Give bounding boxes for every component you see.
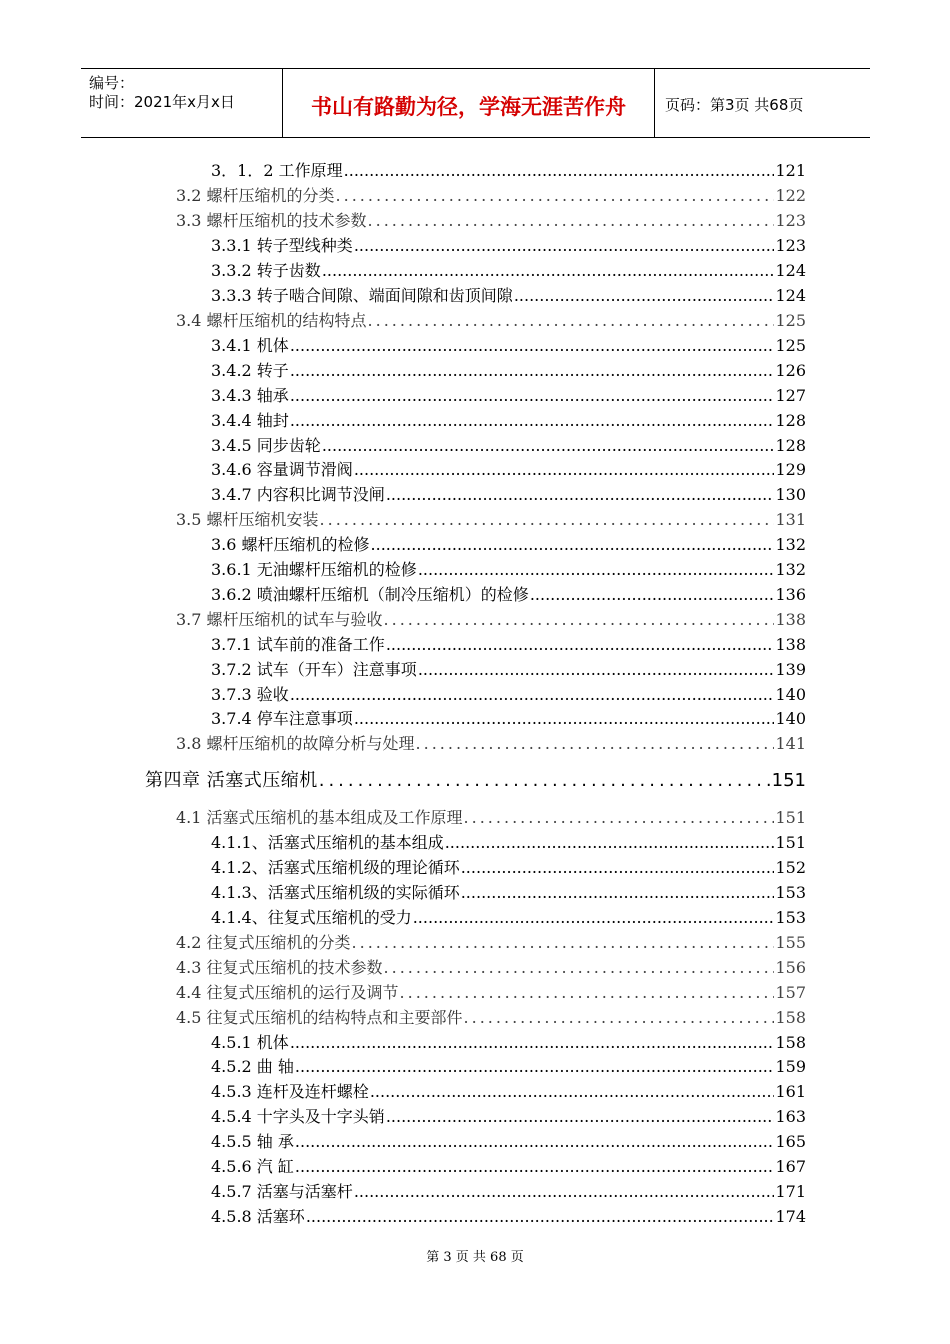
toc-dot-leader: [354, 459, 775, 481]
toc-dot-leader: [295, 1131, 775, 1153]
toc-page-number: 136: [775, 585, 806, 604]
toc-entry-title: 3.4.5 同步齿轮: [211, 436, 321, 455]
toc-dot-leader: [461, 857, 775, 879]
toc-page-number: 125: [775, 336, 806, 355]
toc-entry-title: 4.5.7 活塞与活塞杆: [211, 1182, 353, 1201]
toc-entry: [211, 285, 806, 307]
toc-entry-title: 3.2 螺杆压缩机的分类: [176, 186, 335, 205]
toc-entry: [211, 360, 806, 382]
toc-entry: [211, 1032, 806, 1054]
toc-chapter-entry: [145, 768, 806, 794]
toc-entry: [211, 1131, 806, 1153]
toc-entry-title: 3.4.7 内容积比调节没闸: [211, 485, 385, 504]
toc-dot-leader: [319, 768, 771, 794]
toc-entry-title: 3.4.6 容量调节滑阀: [211, 460, 353, 479]
toc-entry: [176, 807, 806, 829]
toc-entry-title: 3.7 螺杆压缩机的试车与验收: [176, 610, 383, 629]
toc-page-number: 157: [775, 983, 806, 1002]
toc-entry: [211, 1081, 806, 1103]
toc-entry-title: 4.1.3、活塞式压缩机级的实际循环: [211, 883, 460, 902]
toc-dot-leader: [368, 310, 775, 332]
toc-dot-leader: [416, 733, 775, 755]
toc-page-number: 127: [775, 386, 806, 405]
toc-page-number: 158: [775, 1033, 806, 1052]
toc-page-number: 139: [775, 660, 806, 679]
toc-page-number: 140: [775, 685, 806, 704]
toc-entry: [211, 235, 806, 257]
toc-dot-leader: [384, 957, 775, 979]
toc-entry-title: 3.3 螺杆压缩机的技术参数: [176, 211, 367, 230]
toc-entry: [211, 534, 806, 556]
toc-page-number: 174: [775, 1207, 806, 1226]
toc-entry: [211, 659, 806, 681]
toc-dot-leader: [352, 932, 775, 954]
toc-entry-title: 3.4.1 机体: [211, 336, 289, 355]
toc-page-number: 141: [775, 734, 806, 753]
toc-entry: [211, 410, 806, 432]
toc-dot-leader: [386, 634, 775, 656]
toc-entry: [211, 1206, 806, 1228]
toc-entry-title: 3.7.4 停车注意事项: [211, 709, 353, 728]
toc-dot-leader: [368, 210, 775, 232]
toc-entry: [211, 559, 806, 581]
toc-page-number: 132: [775, 560, 806, 579]
toc-dot-leader: [306, 1206, 775, 1228]
toc-page-number: 155: [775, 933, 806, 952]
toc-entry: [211, 484, 806, 506]
toc-entry-title: 3.6.2 喷油螺杆压缩机（制冷压缩机）的检修: [211, 585, 529, 604]
toc-entry-title: 4.5.5 轴 承: [211, 1132, 294, 1151]
toc-page-number: 167: [775, 1157, 806, 1176]
toc-page-number: 151: [775, 808, 806, 827]
toc-entry-title: 3.3.1 转子型线种类: [211, 236, 353, 255]
toc-dot-leader: [354, 235, 775, 257]
toc-entry: [176, 957, 806, 979]
toc-page-number: 131: [775, 510, 806, 529]
toc-page-number: 124: [775, 286, 806, 305]
toc-page-number: 132: [775, 535, 806, 554]
toc-dot-leader: [290, 684, 775, 706]
toc-dot-leader: [386, 1106, 775, 1128]
toc-entry-title: 4.5.4 十字头及十字头销: [211, 1107, 385, 1126]
toc-dot-leader: [384, 609, 775, 631]
toc-entry-title: 4.2 往复式压缩机的分类: [176, 933, 351, 952]
toc-dot-leader: [461, 882, 775, 904]
toc-entry: [211, 832, 806, 854]
toc-page-number: 138: [775, 610, 806, 629]
toc-entry: [176, 310, 806, 332]
toc-entry-title: 3.4 螺杆压缩机的结构特点: [176, 311, 367, 330]
toc-dot-leader: [354, 1181, 775, 1203]
toc-page-number: 130: [775, 485, 806, 504]
toc-entry: [211, 907, 806, 929]
toc-dot-leader: [418, 659, 775, 681]
toc-entry-title: 3.5 螺杆压缩机安装: [176, 510, 319, 529]
toc-entry-title: 4.1.1、活塞式压缩机的基本组成: [211, 833, 444, 852]
toc-page-number: 124: [775, 261, 806, 280]
toc-entry-title: 4.1 活塞式压缩机的基本组成及工作原理: [176, 808, 463, 827]
toc-entry-title: 3．1．2 工作原理: [211, 161, 343, 180]
toc-page-number: 123: [775, 236, 806, 255]
toc-page-number: 128: [775, 411, 806, 430]
toc-dot-leader: [320, 509, 775, 531]
toc-page-number: 161: [775, 1082, 806, 1101]
toc-page-number: 138: [775, 635, 806, 654]
toc-entry-title: 3.3.2 转子齿数: [211, 261, 321, 280]
page-footer: 第 3 页 共 68 页: [426, 1250, 524, 1265]
toc-page-number: 151: [771, 770, 806, 791]
toc-entry-title: 4.5.8 活塞环: [211, 1207, 305, 1226]
toc-entry-title: 3.3.3 转子啮合间隙、端面间隙和齿顶间隙: [211, 286, 513, 305]
toc-dot-leader: [418, 559, 775, 581]
toc-dot-leader: [371, 534, 775, 556]
toc-dot-leader: [386, 484, 775, 506]
toc-entry-title: 4.3 往复式压缩机的技术参数: [176, 958, 383, 977]
toc-page-number: 129: [775, 460, 806, 479]
toc-dot-leader: [464, 1007, 775, 1029]
toc-dot-leader: [322, 435, 775, 457]
toc-entry: [211, 435, 806, 457]
toc-entry-title: 4.1.2、活塞式压缩机级的理论循环: [211, 858, 460, 877]
toc-entry-title: 4.1.4、往复式压缩机的受力: [211, 908, 412, 927]
toc-dot-leader: [400, 982, 775, 1004]
toc-entry-title: 3.6 螺杆压缩机的检修: [211, 535, 370, 554]
toc-entry: [211, 160, 806, 182]
toc-entry-title: 4.5.1 机体: [211, 1033, 289, 1052]
toc-entry: [176, 932, 806, 954]
toc-entry: [176, 1007, 806, 1029]
toc-page-number: 159: [775, 1057, 806, 1076]
toc-page-number: 156: [775, 958, 806, 977]
toc-entry: [176, 185, 806, 207]
toc-page-number: 123: [775, 211, 806, 230]
toc-dot-leader: [290, 385, 775, 407]
toc-entry: [176, 733, 806, 755]
toc-dot-leader: [336, 185, 775, 207]
toc-entry: [211, 1181, 806, 1203]
toc-entry: [211, 882, 806, 904]
toc-page-number: 153: [775, 883, 806, 902]
toc-dot-leader: [514, 285, 775, 307]
toc-dot-leader: [290, 1032, 775, 1054]
toc-entry: [211, 708, 806, 730]
toc-page-number: 126: [775, 361, 806, 380]
toc-entry: [211, 684, 806, 706]
toc-entry: [211, 1156, 806, 1178]
toc-page-number: 125: [775, 311, 806, 330]
toc-entry-title: 4.5.2 曲 轴: [211, 1057, 294, 1076]
toc-page-number: 140: [775, 709, 806, 728]
toc-entry: [211, 260, 806, 282]
toc-dot-leader: [370, 1081, 775, 1103]
toc-entry-title: 3.7.1 试车前的准备工作: [211, 635, 385, 654]
toc-entry: [211, 857, 806, 879]
toc-page-number: 171: [775, 1182, 806, 1201]
toc-dot-leader: [464, 807, 775, 829]
toc-page-number: 151: [775, 833, 806, 852]
toc-dot-leader: [295, 1056, 775, 1078]
toc-dot-leader: [354, 708, 775, 730]
toc-page-number: 128: [775, 436, 806, 455]
toc-entry-title: 3.4.3 轴承: [211, 386, 289, 405]
toc-page-number: 165: [775, 1132, 806, 1151]
toc-entry: [211, 335, 806, 357]
number-label: 编号：: [89, 74, 135, 92]
toc-entry: [211, 584, 806, 606]
page-info: 页码：第3页 共68页: [665, 96, 804, 114]
toc-entry-title: 3.4.4 轴封: [211, 411, 289, 430]
toc-dot-leader: [295, 1156, 775, 1178]
motto: 书山有路勤为径，学海无涯苦作舟: [311, 95, 626, 119]
toc-entry: [211, 1106, 806, 1128]
toc-dot-leader: [530, 584, 775, 606]
toc-entry: [176, 609, 806, 631]
toc-dot-leader: [445, 832, 775, 854]
toc-entry-title: 4.5.3 连杆及连杆螺栓: [211, 1082, 369, 1101]
toc-entry: [211, 634, 806, 656]
toc-page-number: 153: [775, 908, 806, 927]
toc-entry-title: 第四章 活塞式压缩机: [145, 770, 318, 791]
toc-entry-title: 4.5.6 汽 缸: [211, 1157, 294, 1176]
toc-entry-title: 4.5 往复式压缩机的结构特点和主要部件: [176, 1008, 463, 1027]
toc-dot-leader: [322, 260, 775, 282]
toc-dot-leader: [413, 907, 775, 929]
toc-entry: [176, 982, 806, 1004]
toc-dot-leader: [290, 335, 775, 357]
toc-entry: [211, 1056, 806, 1078]
toc-dot-leader: [290, 410, 775, 432]
toc-page-number: 163: [775, 1107, 806, 1126]
toc-dot-leader: [290, 360, 775, 382]
toc-entry-title: 3.7.2 试车（开车）注意事项: [211, 660, 417, 679]
toc-entry-title: 3.4.2 转子: [211, 361, 289, 380]
toc-dot-leader: [344, 160, 775, 182]
toc-page-number: 152: [775, 858, 806, 877]
toc-entry-title: 3.7.3 验收: [211, 685, 289, 704]
date-line: 时间：2021年x月x日: [89, 93, 235, 111]
toc-page-number: 122: [775, 186, 806, 205]
toc-page-number: 121: [775, 161, 806, 180]
toc-entry: [176, 509, 806, 531]
toc-entry: [211, 459, 806, 481]
toc-entry-title: 4.4 往复式压缩机的运行及调节: [176, 983, 399, 1002]
toc-entry: [176, 210, 806, 232]
toc-entry: [211, 385, 806, 407]
toc-page-number: 158: [775, 1008, 806, 1027]
toc-entry-title: 3.6.1 无油螺杆压缩机的检修: [211, 560, 417, 579]
toc-entry-title: 3.8 螺杆压缩机的故障分析与处理: [176, 734, 415, 753]
